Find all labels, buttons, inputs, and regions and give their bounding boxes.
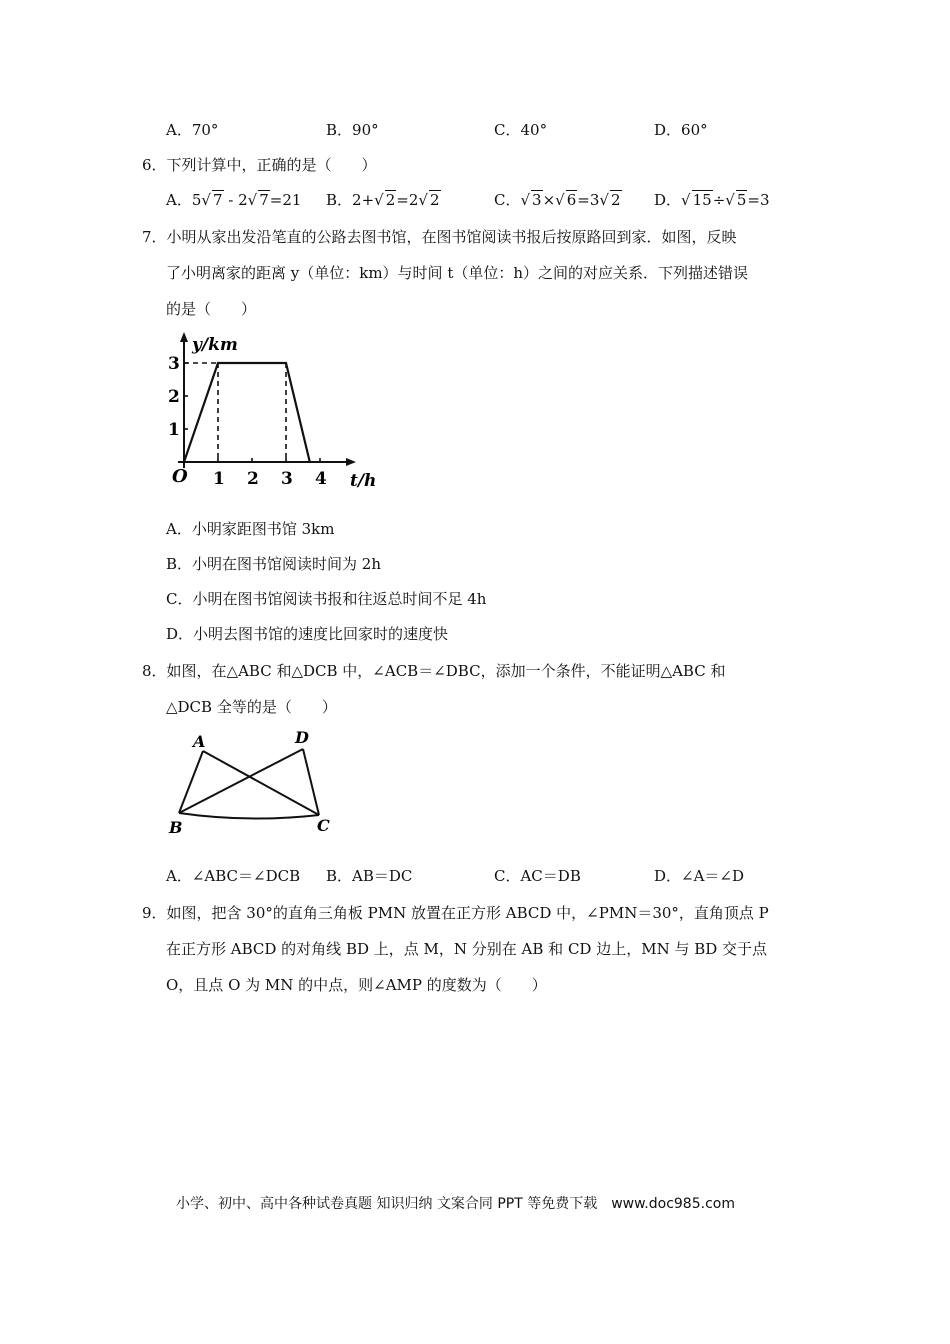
y-tick-label-3: 3 bbox=[168, 354, 180, 374]
q6-option-b: B．2+√ 2=2√ 2 bbox=[326, 191, 440, 209]
segment-dc bbox=[303, 749, 319, 815]
q7-option-a: A．小明家距图书馆 3km bbox=[166, 520, 335, 538]
q8-option-d: D．∠A＝∠D bbox=[654, 867, 745, 885]
x-tick-label-3: 3 bbox=[281, 469, 293, 489]
origin-label: O bbox=[172, 466, 188, 487]
q8-option-c: C．AC＝DB bbox=[494, 867, 581, 885]
q5-option-d: D．60° bbox=[654, 121, 708, 139]
q8-triangle-figure bbox=[165, 727, 345, 839]
q9-line-2: 在正方形 ABCD 的对角线 BD 上，点 M，N 分别在 AB 和 CD 边上，MN 与 BD 交于点 bbox=[166, 940, 768, 958]
q7-line-3: 的是（ ） bbox=[166, 300, 257, 318]
y-axis-label: y/km bbox=[192, 335, 238, 355]
segment-ab bbox=[179, 751, 203, 813]
q6-option-c: C．√ 3×√ 6=3√ 2 bbox=[494, 191, 621, 209]
segment-bd bbox=[179, 749, 303, 813]
q8-line-1: 8．如图，在△ABC 和△DCB 中，∠ACB＝∠DBC，添加一个条件，不能证明△ABC 和 bbox=[142, 662, 726, 680]
q8-line-2: △DCB 全等的是（ ） bbox=[166, 698, 337, 716]
x-axis-label: t/h bbox=[350, 471, 377, 491]
q7-line-1: 7．小明从家出发沿笔直的公路去图书馆，在图书馆阅读书报后按原路回到家．如图，反映 bbox=[142, 228, 737, 246]
page-footer: 小学、初中、高中各种试卷真题 知识归纳 文案合同 PPT 等免费下载 www.doc985.com bbox=[176, 1196, 735, 1212]
q7-line-2: 了小明离家的距离 y（单位：km）与时间 t（单位：h）之间的对应关系．下列描述错误 bbox=[166, 264, 749, 282]
x-tick-label-1: 1 bbox=[213, 469, 225, 489]
q5-option-a: A．70° bbox=[166, 121, 219, 139]
q6-option-a: A．5√ 7 - 2√ 7=21 bbox=[166, 191, 302, 209]
x-axis-arrow-icon bbox=[346, 458, 356, 466]
y-tick-label-1: 1 bbox=[168, 420, 180, 440]
q8-option-a: A．∠ABC＝∠DCB bbox=[166, 867, 301, 885]
q5-option-c: C．40° bbox=[494, 121, 548, 139]
q6-stem: 6．下列计算中，正确的是（ ） bbox=[142, 156, 377, 174]
point-c-label: C bbox=[317, 816, 330, 835]
q5-option-b: B．90° bbox=[326, 121, 379, 139]
point-d-label: D bbox=[295, 728, 309, 747]
point-a-label: A bbox=[193, 732, 206, 751]
segment-ac bbox=[203, 751, 319, 815]
q7-option-b: B．小明在图书馆阅读时间为 2h bbox=[166, 555, 381, 573]
chart-layer bbox=[168, 354, 327, 489]
q6-option-d: D．√ 15÷√ 5=3 bbox=[654, 191, 770, 209]
q7-option-c: C．小明在图书馆阅读书报和往返总时间不足 4h bbox=[166, 590, 487, 608]
q9-line-3: O，且点 O 为 MN 的中点，则∠AMP 的度数为（ ） bbox=[166, 976, 547, 994]
y-axis-arrow-icon bbox=[180, 332, 188, 342]
q8-option-b: B．AB＝DC bbox=[326, 867, 413, 885]
x-tick-label-4: 4 bbox=[315, 469, 327, 489]
y-tick-label-2: 2 bbox=[168, 387, 180, 407]
q7-distance-time-graph bbox=[160, 328, 390, 498]
segment-bc bbox=[179, 813, 319, 819]
x-tick-label-2: 2 bbox=[247, 469, 259, 489]
q9-line-1: 9．如图，把含 30°的直角三角板 PMN 放置在正方形 ABCD 中，∠PMN＝30°，直角顶点 P bbox=[142, 904, 769, 922]
distance-series-line bbox=[184, 363, 310, 462]
q7-option-d: D．小明去图书馆的速度比回家时的速度快 bbox=[166, 625, 449, 643]
point-b-label: B bbox=[169, 818, 183, 837]
